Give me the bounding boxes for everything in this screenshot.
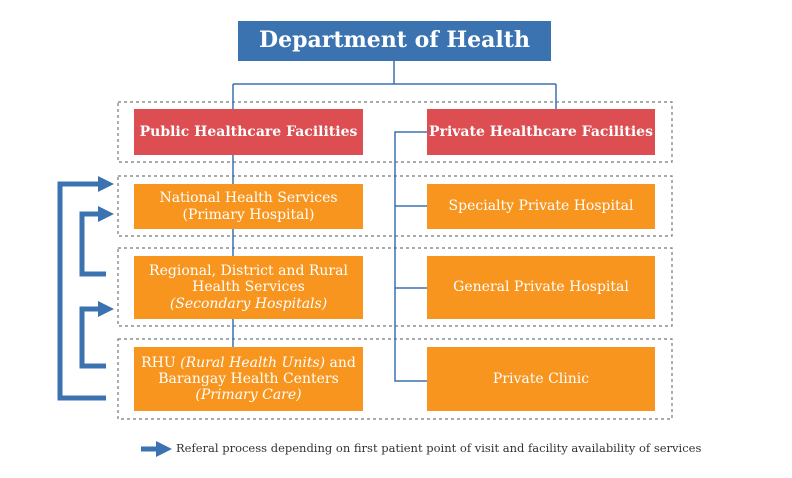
department-title: Department of Health (259, 27, 530, 54)
facility-label: Private Clinic (492, 370, 590, 387)
public-category-label: Public Healthcare Facilities (139, 123, 358, 140)
national-health-services-box (134, 184, 363, 229)
referral-arrow-secondary-to-primary (82, 214, 106, 274)
private-clinic-box (427, 347, 655, 411)
facility-line-italic: (Rural Health Units) (180, 354, 326, 371)
facility-line: National Health Services (159, 190, 338, 207)
public-healthcare-box (134, 109, 363, 155)
facility-line: Regional, District and Rural (149, 263, 348, 280)
facility-line: Health Services (192, 279, 305, 296)
specialty-private-hospital-box (427, 184, 655, 229)
private-healthcare-box (427, 109, 655, 155)
facility-line: Barangay Health Centers (158, 370, 339, 387)
facility-label: General Private Hospital (453, 279, 629, 296)
referral-arrow-care-to-secondary (82, 309, 106, 366)
department-of-health-box (238, 21, 551, 61)
facility-line-italic: (Secondary Hospitals) (169, 295, 328, 312)
facility-line: (Primary Hospital) (182, 206, 315, 223)
facility-line: RHU (141, 354, 181, 371)
facility-label: Specialty Private Hospital (448, 198, 634, 215)
facility-line-italic: (Primary Care) (195, 387, 302, 404)
legend-text: Referal process depending on first patient point of visit and facility availability of services (176, 441, 702, 455)
regional-health-services-box (134, 256, 363, 319)
rhu-barangay-box (134, 347, 363, 411)
general-private-hospital-box (427, 256, 655, 319)
private-category-label: Private Healthcare Facilities (429, 123, 653, 140)
private-trunk-line (395, 132, 427, 381)
facility-line: and (325, 354, 356, 371)
